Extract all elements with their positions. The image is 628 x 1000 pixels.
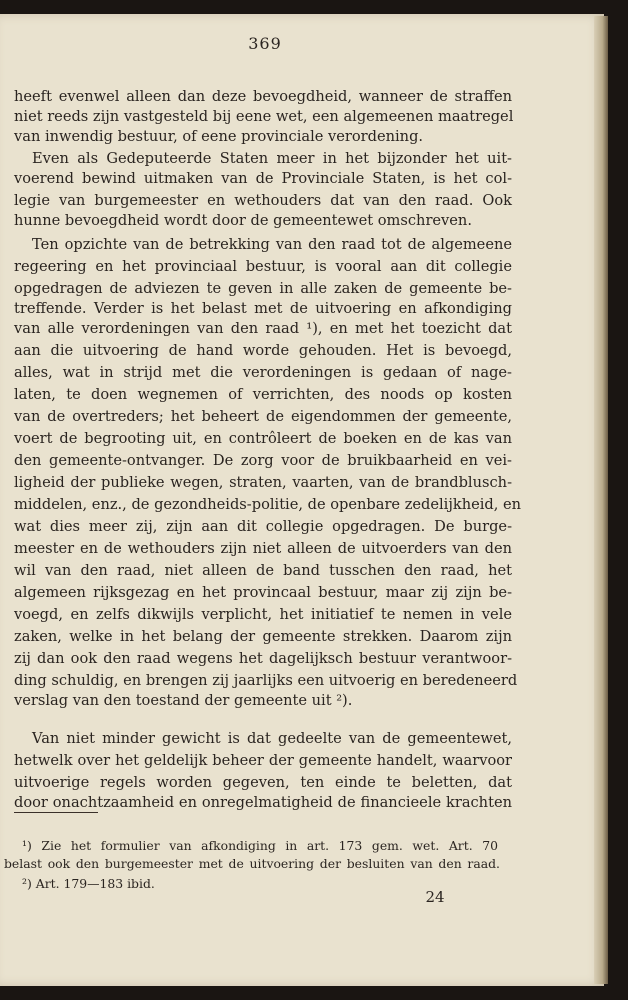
text-line: verslag van den toestand der gemeente uit ²). [14, 692, 353, 709]
text-line: van de overtreders; het beheert de eigendommen der gemeente, [14, 408, 512, 425]
text-line: middelen, enz., de gezondheids-politie, de openbare zedelijkheid, en [14, 496, 522, 513]
text-line: opgedragen de adviezen te geven in alle zaken de gemeente be- [14, 280, 512, 297]
text-line: uitvoerige regels worden gegeven, ten einde te beletten, dat [14, 774, 512, 791]
text-line: voert de begrooting uit, en contrôleert de boeken en de kas van [14, 430, 512, 447]
text-line: alles, wat in strijd met die verordeningen is gedaan of nage- [14, 364, 512, 381]
text-line: heeft evenwel alleen dan deze bevoegdheid, wanneer de straffen [14, 88, 512, 105]
text-line: Even als Gedeputeerde Staten meer in het bijzonder het uit- [32, 150, 512, 167]
text-line: treffende. Verder is het belast met de uitvoering en afkondiging [14, 300, 512, 317]
text-line: aan die uitvoering de hand worde gehouden. Het is bevoegd, [14, 342, 512, 359]
text-line: ligheid der publieke wegen, straten, vaarten, van de brandblusch- [14, 474, 512, 491]
text-line: niet reeds zijn vastgesteld bij eene wet, een algemeenen maatregel [14, 108, 514, 125]
text-line: voegd, en zelfs dikwijls verplicht, het initiatief te nemen in vele [14, 606, 512, 623]
text-line: regeering en het provinciaal bestuur, is vooral aan dit collegie [14, 258, 512, 275]
text-line: van inwendig bestuur, of eene provinciale verordening. [14, 128, 424, 145]
text-line: door onachtzaamheid en onregelmatigheid de financieele krachten [14, 794, 512, 811]
text-line: voerend bewind uitmaken van de Provinciale Staten, is het col- [14, 170, 512, 187]
text-line: zij dan ook den raad wegens het dagelijksch bestuur verantwoor- [14, 650, 512, 667]
text-line: wat dies meer zij, zijn aan dit collegie opgedragen. De burge- [14, 518, 512, 535]
text-line: den gemeente-ontvanger. De zorg voor de bruikbaarheid en vei- [14, 452, 512, 469]
text-line: van alle verordeningen van den raad ¹), en met het toezicht dat [14, 320, 512, 337]
printer-signature: 24 [425, 888, 445, 906]
footnote-divider [14, 812, 98, 813]
text-line: Ten opzichte van de betrekking van den raad tot de algemeene [32, 236, 512, 253]
footnote-line: ²) Art. 179—183 ibid. [22, 876, 155, 891]
footnote-line: belast ook den burgemeester met de uitvoering der besluiten van den raad. [4, 856, 500, 871]
footnote-line: ¹) Zie het formulier van afkondiging in art. 173 gem. wet. Art. 70 [22, 838, 498, 853]
text-line: ding schuldig, en brengen zij jaarlijks een uitvoerig en beredeneerd [14, 672, 518, 689]
text-line: legie van burgemeester en wethouders dat van den raad. Ook [14, 192, 512, 209]
text-line: algemeen rijksgezag en het provincaal bestuur, maar zij zijn be- [14, 584, 512, 601]
text-line: hunne bevoegdheid wordt door de gemeentewet omschreven. [14, 212, 472, 229]
text-line: zaken, welke in het belang der gemeente strekken. Daarom zijn [14, 628, 512, 645]
text-line: wil van den raad, niet alleen de band tusschen den raad, het [14, 562, 512, 579]
text-line: meester en de wethouders zijn niet alleen de uitvoerders van den [14, 540, 512, 557]
page-number: 369 [248, 34, 282, 53]
text-line: laten, te doen wegnemen of verrichten, des noods op kosten [14, 386, 512, 403]
text-line: Van niet minder gewicht is dat gedeelte van de gemeentewet, [32, 730, 512, 747]
text-line: hetwelk over het geldelijk beheer der gemeente handelt, waarvoor [14, 752, 512, 769]
